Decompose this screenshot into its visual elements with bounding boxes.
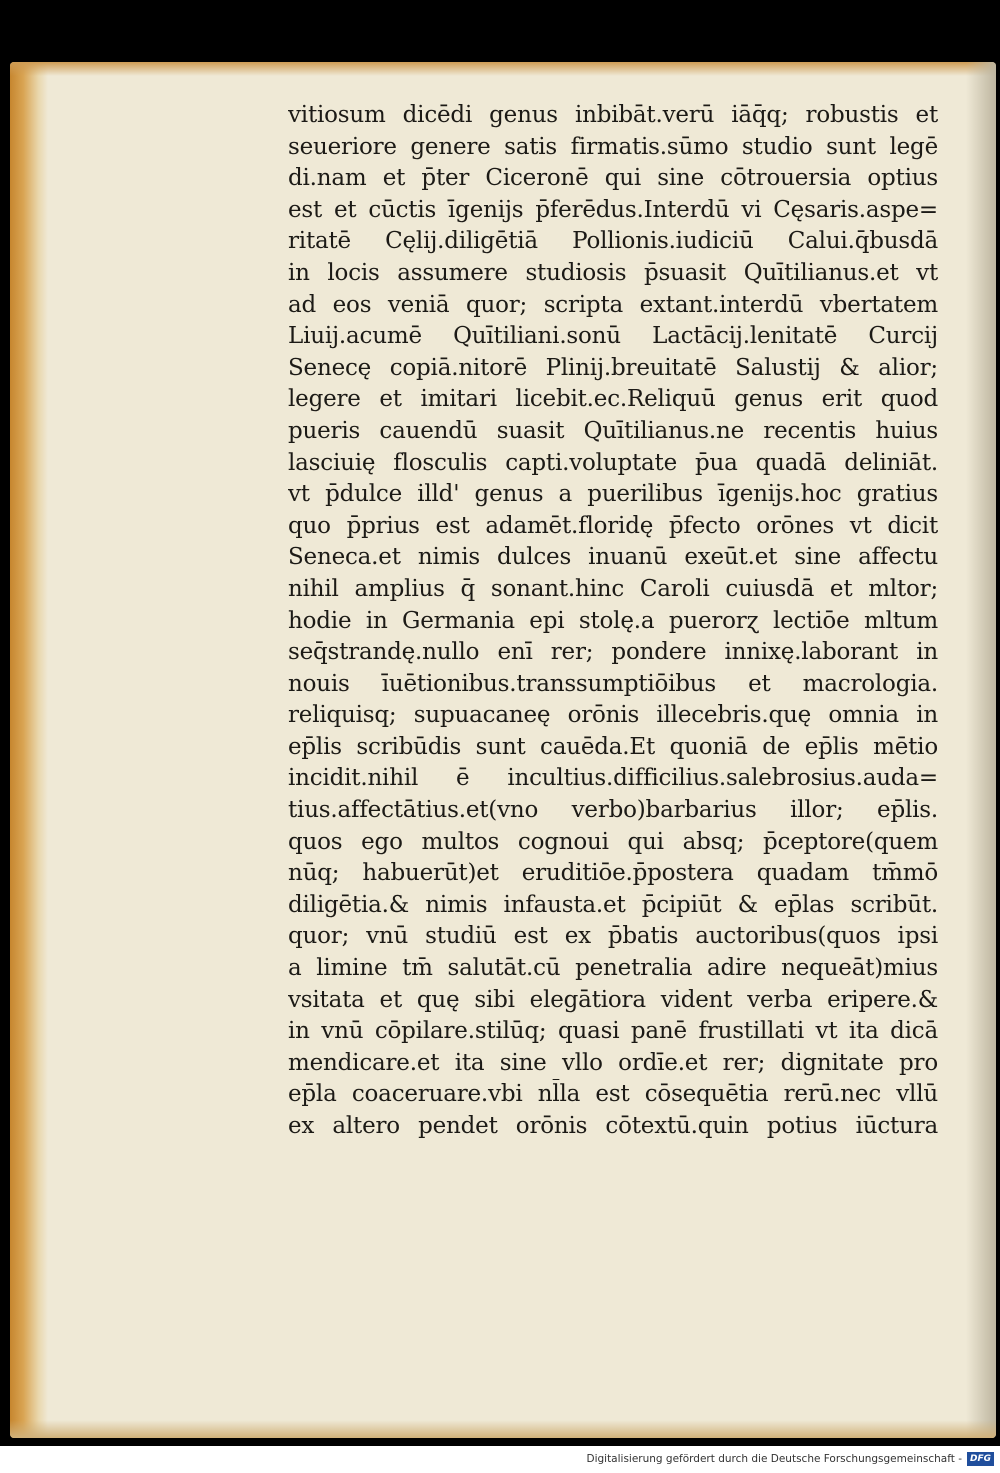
dfg-logo: DFG	[967, 1452, 994, 1466]
text-line: seq̄strandę.nullo enī rer; pondere innixę.laborant in	[288, 639, 938, 666]
text-line: Liuij.acumē Quītiliani.sonū Lactācij.lenitatē Curcij	[288, 323, 938, 350]
text-line: ep̄lis scribūdis sunt cauēda.Et quoniā de ep̄lis mētio	[288, 733, 938, 760]
footer-bar	[0, 1446, 1000, 1473]
text-line: nūq; habuerūt)et eruditiōe.p̄postera quadam tm̄mō	[288, 860, 938, 887]
text-line: hodie in Germania epi stolę.a puerorɀ lectiōe mltum	[288, 607, 938, 634]
text-line: nihil amplius q̄ sonant.hinc Caroli cuiusdā et mltor;	[288, 575, 938, 602]
text-line: Seneca.et nimis dulces inuanū exeūt.et sine affectu	[288, 544, 938, 571]
text-line: Senecę copiā.nitorē Plinij.breuitatē Salustij & alior;	[288, 354, 938, 381]
text-line: vitiosum dicēdi genus inbibāt.verū iāq̄q; robustis et	[288, 102, 938, 128]
text-line: mendicare.et ita sine vllo ordīe.et rer; dignitate pro	[288, 1049, 938, 1076]
text-line: lasciuię flosculis capti.voluptate p̄ua quadā deliniāt.	[288, 449, 938, 476]
page-edge-left	[10, 62, 48, 1438]
text-line: in vnū cōpilare.stilūq; quasi panē frustillati vt ita dicā	[288, 1018, 938, 1045]
text-line: quor; vnū studiū est ex p̄batis auctoribus(quos ipsi	[288, 923, 938, 950]
text-line: legere et imitari licebit.ec.Reliquū genus erit quod	[288, 386, 938, 413]
text-line: est et cūctis īgenijs p̄ferēdus.Interdū vi Cęsaris.aspe=	[288, 196, 938, 223]
text-line: pueris cauendū suasit Quītilianus.ne recentis huius	[288, 417, 938, 444]
text-line: seueriore genere satis firmatis.sūmo studio sunt legē	[288, 133, 938, 160]
text-line: tius.affectātius.et(vno verbo)barbarius illor; ep̄lis.	[288, 797, 938, 824]
text-line: in locis assumere studiosis p̄suasit Quītilianus.et vt	[288, 259, 938, 286]
text-line: di.nam et p̄ter Ciceronē qui sine cōtrouersia optius	[288, 165, 938, 192]
text-line: diligētia.& nimis infausta.et p̄cipiūt & ep̄las scribūt.	[288, 891, 938, 918]
page-edge-top	[10, 62, 996, 76]
text-line: ritatē Cęlij.diligētiā Pollionis.iudiciū Calui.q̄busdā	[288, 228, 938, 255]
text-line: a limine tm̄ salutāt.cū penetralia adire nequeāt)mius	[288, 955, 938, 982]
text-line: incidit.nihil ē incultius.difficilius.salebrosius.auda=	[288, 765, 938, 792]
text-line: vsitata et quę sibi elegātiora vident verba eripere.&	[288, 986, 938, 1013]
text-block	[288, 100, 938, 1143]
page-edge-bottom	[10, 1420, 996, 1438]
funding-note: Digitalisierung gefördert durch die Deutsche Forschungsgemeinschaft -	[586, 1453, 962, 1465]
text-line: reliquisq; supuacaneę orōnis illecebris.quę omnia in	[288, 702, 938, 729]
text-line: ex altero pendet orōnis cōtextū.quin potius iūctura	[288, 1113, 938, 1139]
text-line: ad eos veniā quor; scripta extant.interdū vbertatem	[288, 291, 938, 318]
text-line: quo p̄prius est adamēt.floridę p̄fecto orōnes vt dicit	[288, 512, 938, 539]
text-line: nouis īuētionibus.transsumptiōibus et macrologia.	[288, 670, 938, 697]
text-line: vt p̄dulce illd' genus a puerilibus īgenijs.hoc gratius	[288, 481, 938, 508]
text-line: ep̄la coaceruare.vbi nl̄la est cōsequētia rerū.nec vllū	[288, 1081, 938, 1108]
text-line: quos ego multos cognoui qui absq; p̄ceptore(quem	[288, 828, 938, 855]
page-edge-right	[966, 62, 996, 1438]
